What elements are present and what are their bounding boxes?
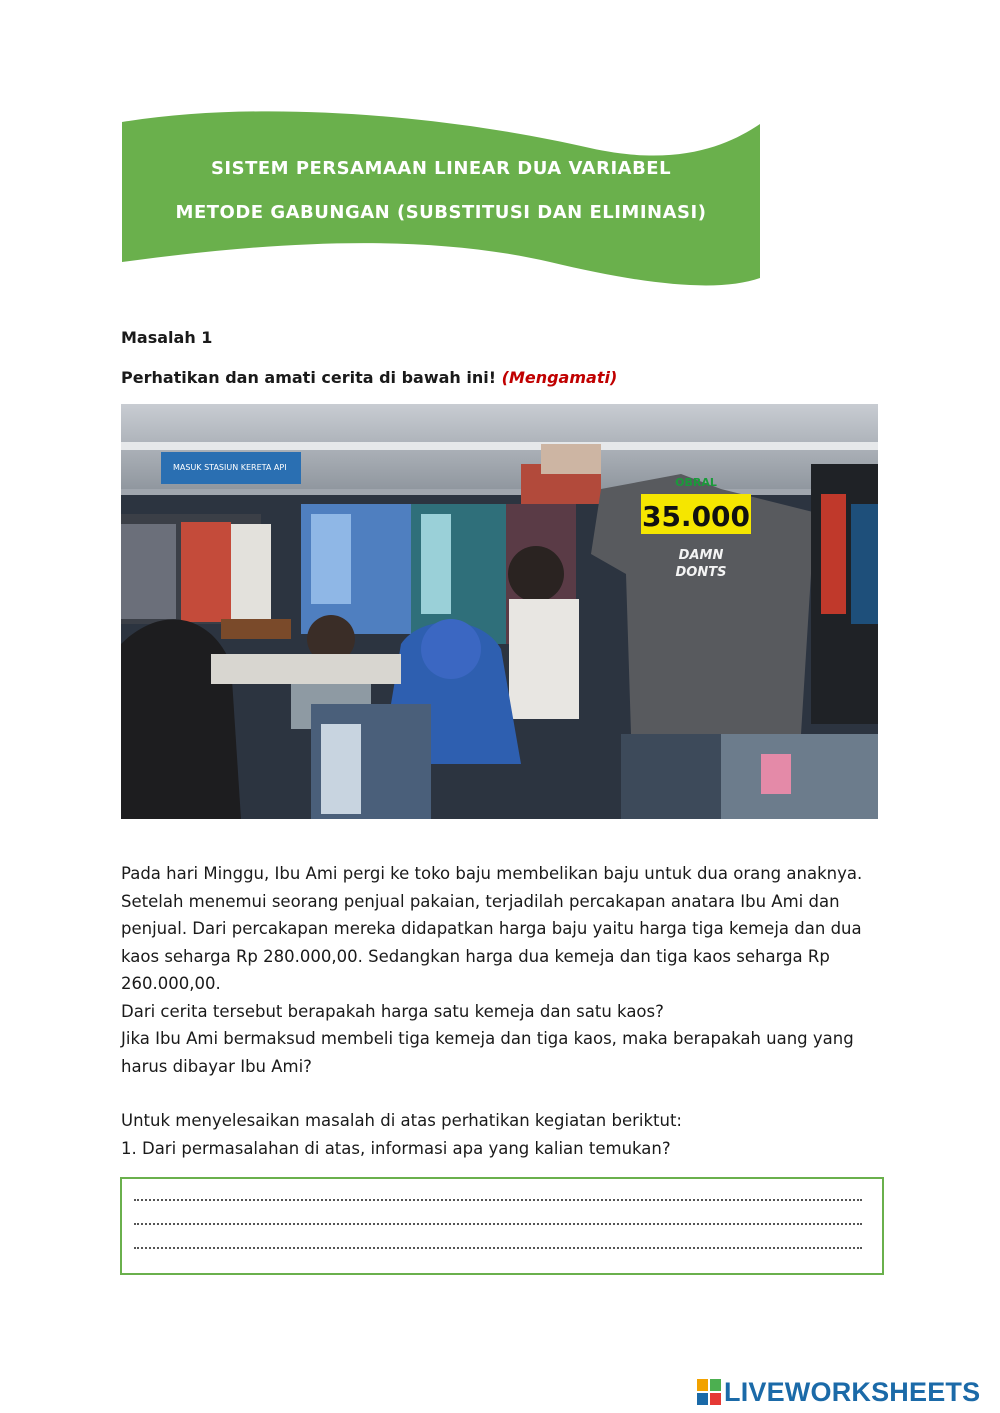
banner-shape [120, 110, 762, 290]
instruction [121, 368, 617, 387]
price-tag-top: OBRAL [675, 476, 717, 489]
instruction-text: Perhatikan dan amati cerita di bawah ini! [121, 368, 497, 387]
shirt-print-1: DAMN [678, 548, 724, 563]
answer-line-2[interactable] [134, 1223, 862, 1225]
price-tag-value: 35.000 [641, 500, 751, 533]
story-line: penjual. Dari percakapan mereka didapatkan harga baju yaitu harga tiga kemeja dan dua [121, 919, 862, 938]
title-line-2: METODE GABUNGAN (SUBSTITUSI DAN ELIMINASI) [175, 202, 707, 223]
problem-label: Masalah 1 [121, 328, 213, 347]
answer-line-3[interactable] [134, 1247, 862, 1249]
instruction-tag: (Mengamati) [501, 368, 618, 387]
title-banner [120, 110, 762, 290]
story-line: harus dibayar Ibu Ami? [121, 1056, 312, 1076]
title-line-1: SISTEM PERSAMAAN LINEAR DUA VARIABEL [210, 158, 672, 179]
story-line: 260.000,00. [121, 974, 221, 993]
answer-box[interactable] [120, 1177, 884, 1275]
liveworksheets-logo-icon [697, 1379, 721, 1405]
story-text [121, 860, 891, 1162]
story-line: Pada hari Minggu, Ibu Ami pergi ke toko baju membelikan baju untuk dua orang anaknya. [121, 864, 863, 883]
story-line: Jika Ibu Ami bermaksud membeli tiga kemeja dan tiga kaos, maka berapakah uang yang [121, 1029, 854, 1048]
store-photo [121, 404, 878, 819]
answer-line-1[interactable] [134, 1199, 862, 1201]
story-line: Setelah menemui seorang penjual pakaian, terjadilah percakapan anatara Ibu Ami dan [121, 891, 840, 911]
question-1: 1. Dari permasalahan di atas, informasi apa yang kalian temukan? [121, 1138, 671, 1158]
story-line: Dari cerita tersebut berapakah harga satu kemeja dan satu kaos? [121, 1001, 664, 1021]
logo-text: LIVEWORKSHEETS [724, 1376, 981, 1407]
liveworksheets-logo [697, 1376, 980, 1408]
story-line: kaos seharga Rp 280.000,00. Sedangkan harga dua kemeja dan tiga kaos seharga Rp [121, 946, 830, 966]
shirt-print-2: DONTS [675, 565, 727, 580]
activity-intro: Untuk menyelesaikan masalah di atas perhatikan kegiatan beriktut: [121, 1111, 682, 1130]
station-sign-text: MASUK STASIUN KERETA API [173, 463, 287, 472]
